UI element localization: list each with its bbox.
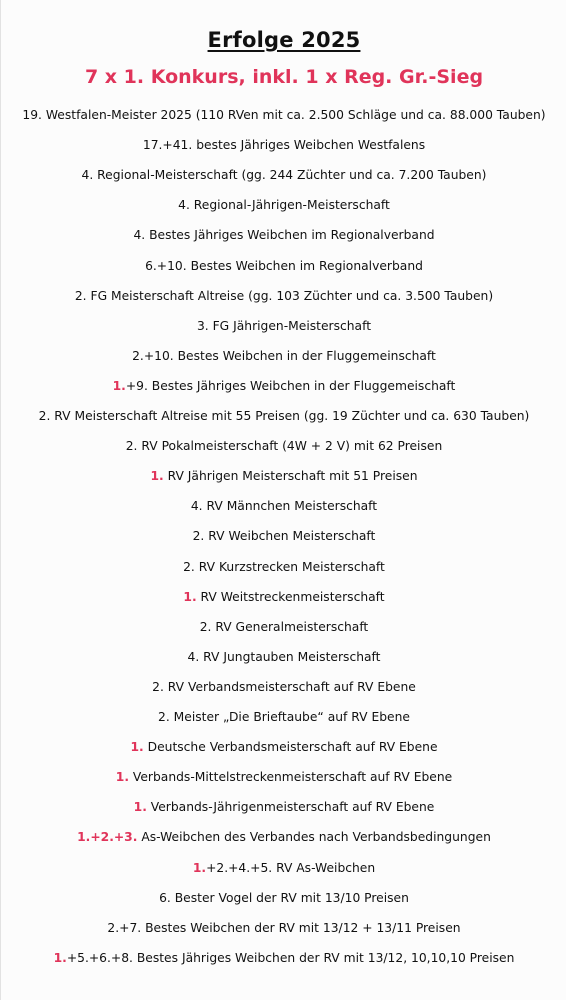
- list-item: [1, 407, 566, 425]
- list-item-text: Verbands-Jährigenmeisterschaft auf RV Ebene: [146, 800, 435, 815]
- list-item: [1, 437, 566, 455]
- list-item: [1, 377, 566, 395]
- list-item: [1, 949, 566, 967]
- list-item-text: 2.+7. Bestes Weibchen der RV mit 13/12 + 13/11 Preisen: [107, 920, 461, 935]
- list-item-text: Deutsche Verbandsmeisterschaft auf RV Ebene: [143, 740, 438, 755]
- list-item-text: +9. Bestes Jähriges Weibchen in der Fluggemeischaft: [125, 378, 456, 393]
- highlight-placement: 1.: [150, 469, 164, 484]
- list-item-text: 2. RV Weibchen Meisterschaft: [192, 529, 376, 544]
- list-item: [1, 648, 566, 666]
- list-item: [1, 678, 566, 696]
- list-item: [1, 347, 566, 365]
- list-item-text: 2. FG Meisterschaft Altreise (gg. 103 Züchter und ca. 3.500 Tauben): [74, 288, 494, 303]
- list-item: [1, 196, 566, 214]
- list-item: [1, 828, 566, 846]
- list-item: [1, 226, 566, 244]
- list-item-text: 2. RV Meisterschaft Altreise mit 55 Preisen (gg. 19 Züchter und ca. 630 Tauben): [38, 409, 530, 423]
- list-item-text: 4. Regional-Jährigen-Meisterschaft: [178, 198, 390, 213]
- list-item-text: 2. Meister „Die Brieftaube“ auf RV Ebene: [158, 710, 410, 724]
- list-item-text: RV Jährigen Meisterschaft mit 51 Preisen: [163, 469, 418, 484]
- list-item: [1, 166, 566, 184]
- list-item-text: 6. Bester Vogel der RV mit 13/10 Preisen: [159, 890, 409, 905]
- list-item-text: 6.+10. Bestes Weibchen im Regionalverband: [145, 258, 423, 273]
- list-item-text: 2. RV Generalmeisterschaft: [199, 619, 369, 634]
- highlight-placement: 1.: [112, 378, 126, 393]
- list-item: [1, 317, 566, 335]
- highlight-placement: 1.: [53, 950, 67, 965]
- list-item: [1, 527, 566, 545]
- list-item-text: Verbands-Mittelstreckenmeisterschaft auf RV Ebene: [129, 770, 453, 785]
- highlight-placement: 1.: [192, 860, 207, 875]
- list-item-text: 17.+41. bestes Jähriges Weibchen Westfalens: [142, 138, 426, 153]
- highlight-placement: 1.: [115, 770, 129, 785]
- list-item: [1, 257, 566, 275]
- list-item: [1, 588, 566, 606]
- list-item: [1, 136, 566, 154]
- list-item: [1, 558, 566, 576]
- list-item-text: 4. Regional-Meisterschaft (gg. 244 Züchter und ca. 7.200 Tauben): [81, 168, 487, 183]
- list-item: [1, 859, 566, 877]
- list-item: [1, 708, 566, 726]
- list-item-text: As-Weibchen des Verbandes nach Verbandsbedingungen: [137, 830, 491, 845]
- highlight-placement: 1.: [183, 589, 197, 604]
- list-item: [1, 467, 566, 485]
- list-item-text: RV Weitstreckenmeisterschaft: [196, 589, 385, 604]
- list-item: [1, 919, 566, 937]
- highlight-placement: 1.: [130, 740, 144, 755]
- highlight-placement: 1.+2.+3.: [77, 830, 138, 845]
- list-item-text: 2.+10. Bestes Weibchen in der Fluggemeinschaft: [132, 348, 436, 363]
- list-item: [1, 768, 566, 786]
- list-item-text: 19. Westfalen-Meister 2025 (110 RVen mit ca. 2.500 Schläge und ca. 88.000 Tauben): [22, 108, 546, 122]
- list-item: [1, 738, 566, 756]
- page-title: [1, 28, 566, 52]
- list-item: [1, 106, 566, 124]
- highlight-placement: 1.: [133, 800, 147, 815]
- page-subtitle: 7 x 1. Konkurs, inkl. 1 x Reg. Gr.-Sieg: [84, 66, 484, 88]
- list-item-text: +2.+4.+5. RV As-Weibchen: [206, 860, 376, 875]
- list-item-text: 3. FG Jährigen-Meisterschaft: [196, 318, 372, 333]
- list-item: [1, 889, 566, 907]
- list-item: [1, 497, 566, 515]
- list-item: [1, 618, 566, 636]
- list-item-text: 4. RV Männchen Meisterschaft: [190, 499, 378, 514]
- list-item-text: 2. RV Kurzstrecken Meisterschaft: [183, 559, 385, 574]
- list-item-text: 2. RV Verbandsmeisterschaft auf RV Ebene: [152, 679, 416, 694]
- list-item-text: 4. Bestes Jähriges Weibchen im Regionalverband: [133, 228, 435, 243]
- list-item-text: +5.+6.+8. Bestes Jähriges Weibchen der RV mit 13/12, 10,10,10 Preisen: [66, 950, 515, 965]
- title-text: Erfolge 2025: [207, 28, 361, 52]
- list-item-text: 4. RV Jungtauben Meisterschaft: [187, 649, 381, 664]
- list-item: [1, 798, 566, 816]
- list-item: [1, 287, 566, 305]
- list-item-text: 2. RV Pokalmeisterschaft (4W + 2 V) mit 62 Preisen: [125, 439, 443, 454]
